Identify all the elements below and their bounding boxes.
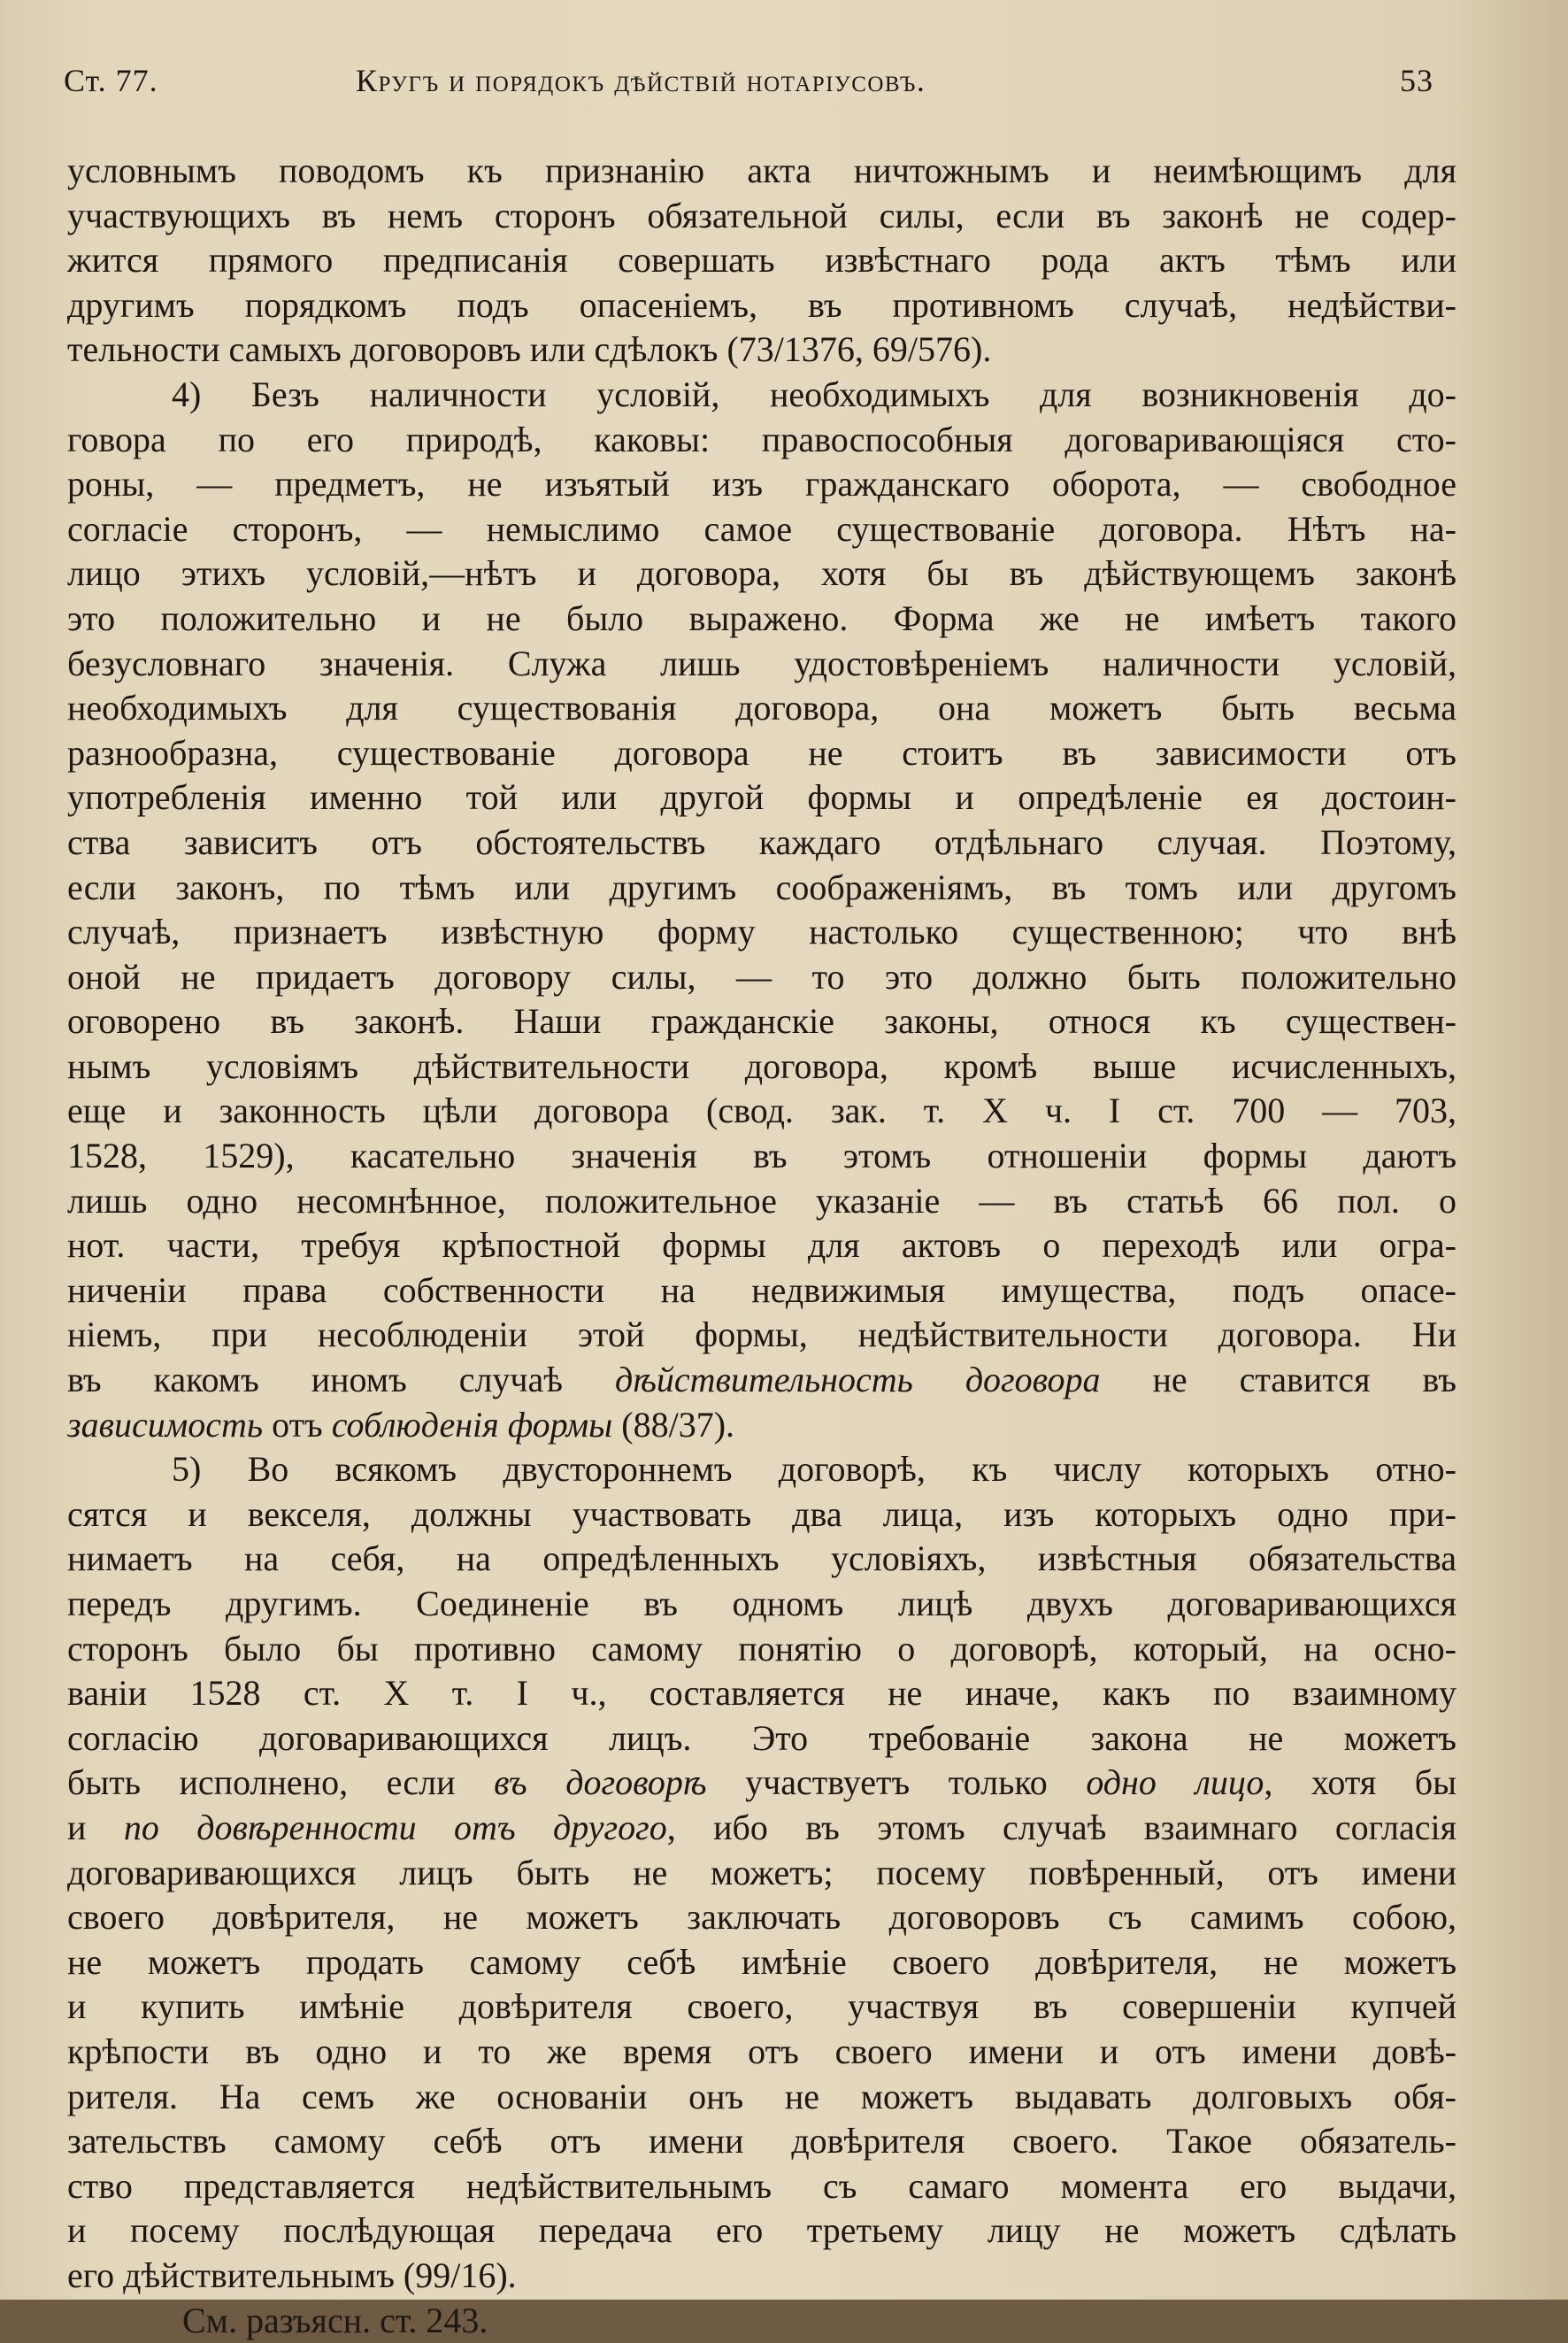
text-span: это положительно и не было выражено. Форма же не имѣетъ такого [67, 598, 1457, 638]
text-line [67, 1985, 1457, 2030]
text-line [67, 597, 1457, 642]
text-span: рителя. На семъ же основаніи онъ не можетъ выдавать долговыхъ обя- [67, 2077, 1457, 2116]
text-line [67, 731, 1457, 776]
text-span: не ставится въ [1101, 1360, 1457, 1399]
text-span: его дѣйствительнымъ (99/16). [67, 2255, 517, 2295]
text-line [67, 1895, 1457, 1940]
text-span: безусловнаго значенія. Служа лишь удостовѣреніемъ наличности условій, [67, 644, 1457, 683]
text-span: быть исполнено, если [67, 1762, 494, 1802]
text-span: , хотя бы [1264, 1762, 1457, 1802]
text-line [67, 1134, 1457, 1179]
text-line [67, 551, 1457, 597]
text-span: участвуетъ только [707, 1762, 1087, 1802]
text-span: ства зависитъ отъ обстоятельствъ каждаго отдѣльнаго случая. Поэтому, [67, 822, 1457, 862]
text-span: 4) Безъ наличности условій, необходимыхъ для возникновенія до- [172, 374, 1457, 414]
text-span: и [67, 1807, 124, 1847]
text-line [67, 910, 1457, 955]
text-line [67, 642, 1457, 687]
text-line [67, 821, 1457, 866]
text-span: и купить имѣніе довѣрителя своего, участвуя въ совершеніи купчей [67, 1986, 1457, 2026]
text-line [67, 1447, 1457, 1492]
text-span: См. разъясн. ст. 243. [182, 2301, 488, 2340]
text-span: оной не придаетъ договору силы, — то это должно быть положительно [67, 957, 1457, 997]
article-number: Ст. 77. [64, 62, 158, 99]
text-line [67, 1537, 1457, 1582]
text-line [67, 1627, 1457, 1672]
text-span: своего довѣрителя, не можетъ заключать договоровъ съ самимъ собою, [67, 1897, 1457, 1937]
text-span: роны, — предметъ, не изъятый изъ гражданскаго оборота, — свободное [67, 464, 1457, 504]
text-span: передъ другимъ. Соединеніе въ одномъ лицѣ двухъ договаривающихся [67, 1584, 1457, 1623]
text-span: , ибо въ этомъ случаѣ взаимнаго согласія [667, 1807, 1457, 1847]
text-line [67, 2030, 1457, 2075]
body-text [67, 149, 1457, 2343]
text-span: (88/37). [612, 1405, 734, 1445]
text-line [67, 507, 1457, 552]
text-span: ниченіи права собственности на недвижимыя имущества, подъ опасе- [67, 1270, 1457, 1310]
running-title: Кругъ и порядокъ дѣйствій нотаріусовъ. [356, 62, 926, 99]
text-line [67, 418, 1457, 463]
text-span: лицо этихъ условій,—нѣтъ и договора, хотя бы въ дѣйствующемъ законѣ [67, 553, 1457, 593]
text-line [67, 1671, 1457, 1716]
text-line [67, 1179, 1457, 1224]
text-span: крѣпости въ одно и то же время отъ своего имени и отъ имени довѣ- [67, 2031, 1457, 2071]
text-span: оговорено въ законѣ. Наши гражданскіе законы, относя къ существен- [67, 1001, 1457, 1041]
text-line [67, 1358, 1457, 1403]
text-line [67, 194, 1457, 239]
text-line [67, 328, 1457, 373]
text-span: нымъ условіямъ дѣйствительности договора, кромѣ выше исчисленныхъ, [67, 1046, 1457, 1086]
text-line [67, 1313, 1457, 1358]
text-span: ство представляется недѣйствительнымъ съ самаго момента его выдачи, [67, 2166, 1457, 2206]
text-line [67, 1403, 1457, 1448]
text-span: другимъ порядкомъ подъ опасеніемъ, въ противномъ случаѣ, недѣйстви- [67, 285, 1457, 325]
text-span: употребленія именно той или другой формы и опредѣленіе ея достоин- [67, 777, 1457, 817]
italic-phrase: въ договорѣ [494, 1762, 707, 1802]
text-line [67, 1268, 1457, 1314]
text-line [67, 1089, 1457, 1134]
text-span: нимаетъ на себя, на опредѣленныхъ условіяхъ, извѣстныя обязательства [67, 1538, 1457, 1578]
text-line [67, 1716, 1457, 1761]
text-span: согласію договаривающихся лицъ. Это требованіе закона не можетъ [67, 1718, 1457, 1758]
text-line [67, 238, 1457, 283]
text-span: ваніи 1528 ст. X т. I ч., составляется не иначе, какъ по взаимному [67, 1673, 1457, 1713]
text-span: жится прямого предписанія совершать извѣстнаго рода актъ тѣмъ или [67, 240, 1457, 280]
text-line [67, 1582, 1457, 1627]
text-span: условнымъ поводомъ къ признанію акта ничтожнымъ и неимѣющимъ для [67, 150, 1457, 190]
italic-phrase: зависимость [67, 1405, 263, 1445]
text-span: необходимыхъ для существованія договора, она можетъ быть весьма [67, 688, 1457, 728]
italic-phrase: соблюденія формы [332, 1405, 613, 1445]
text-line [67, 462, 1457, 507]
text-span: если законъ, по тѣмъ или другимъ соображеніямъ, въ томъ или другомъ [67, 867, 1457, 907]
text-line [67, 1761, 1457, 1806]
text-span: отъ [263, 1405, 332, 1445]
italic-phrase: по довѣренности отъ другого [124, 1807, 667, 1847]
text-line [67, 955, 1457, 1000]
italic-phrase: дѣйствительность договора [615, 1360, 1101, 1399]
italic-phrase: одно лицо [1086, 1762, 1264, 1802]
text-line [67, 999, 1457, 1044]
text-span: разнообразна, существованіе договора не стоитъ въ зависимости отъ [67, 733, 1457, 773]
text-span: еще и законность цѣли договора (свод. зак. т. X ч. I ст. 700 — 703, [67, 1091, 1457, 1130]
text-span: лишь одно несомнѣнное, положительное указаніе — въ статьѣ 66 пол. о [67, 1181, 1457, 1221]
text-line [67, 2254, 1457, 2299]
text-span: случаѣ, признаетъ извѣстную форму настолько существенною; что внѣ [67, 912, 1457, 952]
text-span: участвующихъ въ немъ сторонъ обязательной силы, если въ законѣ не содер- [67, 196, 1457, 235]
text-line [67, 1806, 1457, 1851]
text-line [67, 2075, 1457, 2120]
text-line [67, 2164, 1457, 2209]
page-number: 53 [1400, 62, 1433, 99]
text-span: не можетъ продать самому себѣ имѣніе своего довѣрителя, не можетъ [67, 1942, 1457, 1982]
text-span: въ какомъ иномъ случаѣ [67, 1360, 615, 1399]
text-line [67, 775, 1457, 821]
text-line [67, 1492, 1457, 1538]
text-span: говора по его природѣ, каковы: правоспособныя договаривающіяся сто- [67, 420, 1457, 459]
text-span: ніемъ, при несоблюденіи этой формы, недѣйствительности договора. Ни [67, 1314, 1457, 1354]
running-head [64, 62, 1433, 106]
text-line [67, 1940, 1457, 1985]
text-line [67, 149, 1457, 194]
text-span: 5) Во всякомъ двустороннемъ договорѣ, къ числу которыхъ отно- [172, 1449, 1457, 1489]
text-line [67, 1223, 1457, 1268]
text-span: тельности самыхъ договоровъ или сдѣлокъ (73/1376, 69/576). [67, 329, 991, 369]
text-line [67, 283, 1457, 328]
text-line [67, 686, 1457, 731]
text-line [67, 2208, 1457, 2254]
text-span: сятся и векселя, должны участвовать два лица, изъ которыхъ одно при- [67, 1494, 1457, 1534]
text-span: сторонъ было бы противно самому понятію о договорѣ, который, на осно- [67, 1629, 1457, 1669]
text-line [67, 2119, 1457, 2164]
text-span: и посему послѣдующая передача его третьему лицу не можетъ сдѣлать [67, 2210, 1457, 2250]
text-line [67, 373, 1457, 418]
text-line [67, 1044, 1457, 1090]
text-line [67, 866, 1457, 911]
text-line [67, 1851, 1457, 1896]
text-span: зательствъ самому себѣ отъ имени довѣрителя своего. Такое обязатель- [67, 2121, 1457, 2161]
text-span: нот. части, требуя крѣпостной формы для актовъ о переходѣ или огра- [67, 1225, 1457, 1265]
cross-reference-line [67, 2299, 1457, 2343]
text-span: согласіе сторонъ, — немыслимо самое существованіе договора. Нѣтъ на- [67, 509, 1457, 549]
text-span: договаривающихся лицъ быть не можетъ; посему повѣренный, отъ имени [67, 1853, 1457, 1892]
text-span: 1528, 1529), касательно значенія въ этомъ отношеніи формы даютъ [67, 1136, 1457, 1175]
